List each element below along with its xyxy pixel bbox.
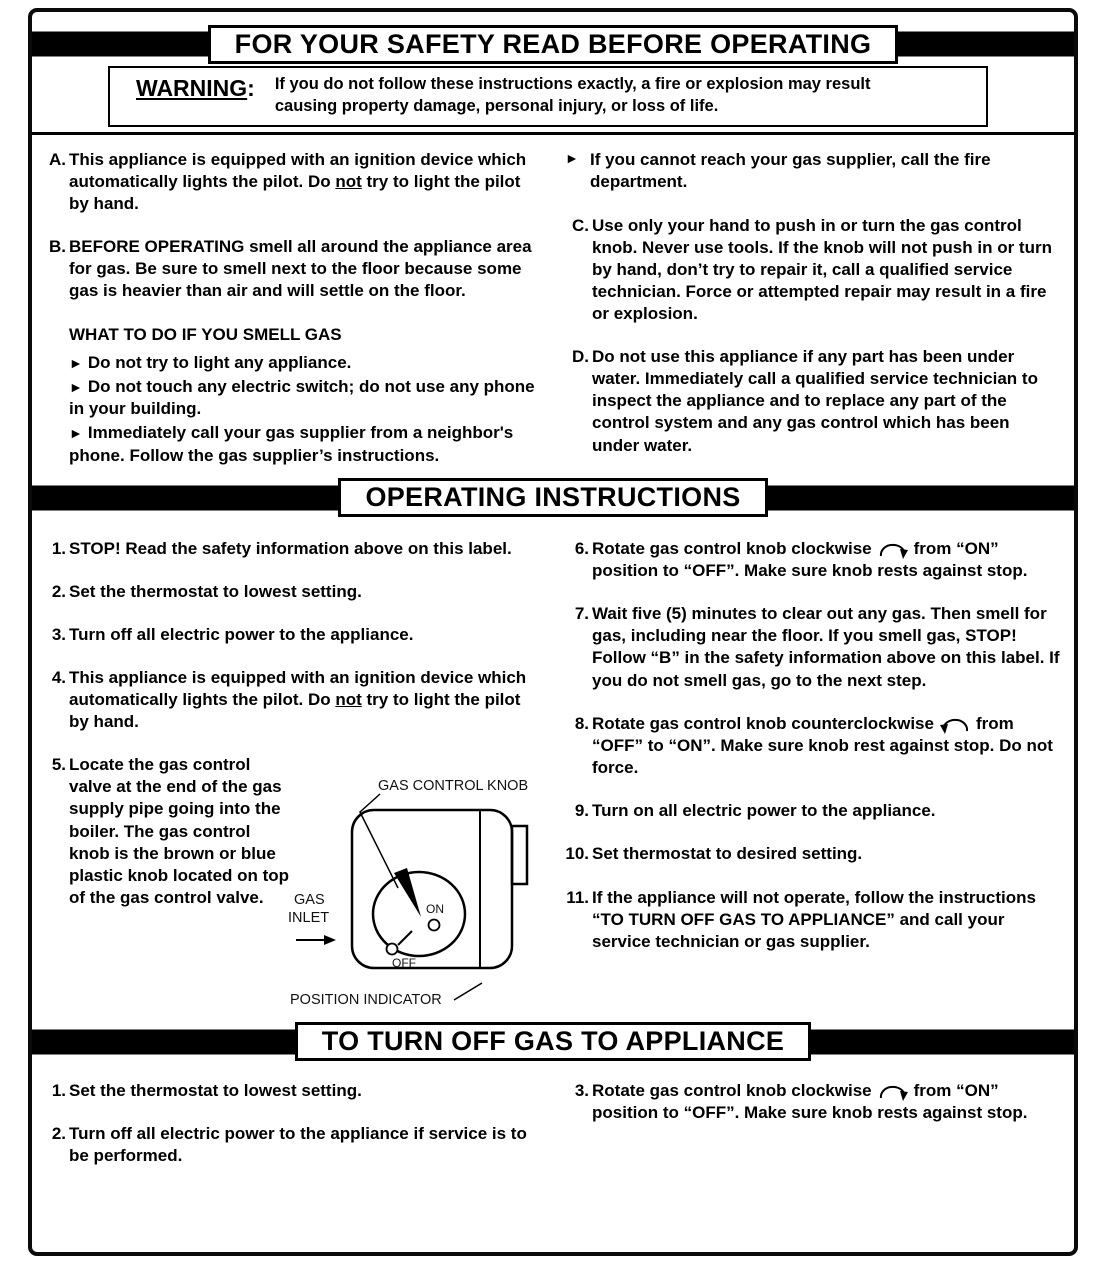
label-border [28,8,1078,1256]
indicator-leader-line [454,983,482,1000]
operating-column-right [565,538,1060,1022]
op-item-9 [565,800,1060,822]
op-item-1 [42,538,539,560]
op-item-4 [42,667,539,733]
turnoff-header [32,1022,1074,1062]
turnoff-item-3-number: 3. [574,1080,589,1100]
op-item-1-text: STOP! Read the safety information above on this label. [69,538,512,558]
safety-item-c [565,215,1060,325]
safety-item-c-text: Use only your hand to push in or turn the gas control knob. Never use tools. If the knob will not push in or turn by hand, don’t try to repair it, call a qualified service technician. Force or attempted repair may result in a fire or explosion. [592,215,1052,324]
knob-off-label: OFF [392,955,416,970]
turnoff-item-1 [42,1080,539,1102]
op-item-3 [42,624,539,646]
smell-gas-heading: WHAT TO DO IF YOU SMELL GAS [69,325,342,345]
op-item-11-text: If the appliance will not operate, follow the instructions “TO TURN OFF GAS TO APPLIANCE” and call your service technician or gas supplier. [592,887,1036,951]
bullet-arrow-icon: ► [69,425,83,442]
safety-column-right [565,149,1060,478]
safety-item-b-letter: B. [49,236,66,256]
turnoff-item-3-text: Rotate gas control knob clockwise from “ON” position to “OFF”. Make sure knob rests against stop. [592,1080,1028,1123]
turnoff-item-3 [565,1080,1060,1125]
op-item-3-number: 3. [51,624,66,644]
turnoff-header-title: TO TURN OFF GAS TO APPLIANCE [295,1022,811,1061]
knob-pointer [394,868,421,917]
op-item-9-number: 9. [574,801,589,821]
safety-item-d [565,346,1060,456]
bullet-arrow-icon: ► [565,149,579,166]
op-item-5-number: 5. [51,755,66,775]
valve-flange [512,826,527,884]
op-item-10 [565,843,1060,865]
safety-header [32,24,1074,64]
smell-gas-bullet-4: ► If you cannot reach your gas supplier, call the fire department. [565,149,1060,193]
warning-section [32,64,1074,127]
turnoff-item-1-number: 1. [51,1080,66,1100]
underlined-not: not [335,171,362,191]
safety-item-a-letter: A. [49,149,66,169]
smell-gas-bullet-2: ► Do not touch any electric switch; do not use any phone in your building. [69,377,535,419]
valve-body [352,810,512,968]
turnoff-column-left [42,1080,539,1188]
off-position-dot [387,943,398,954]
smell-gas-bullet-3: ► Immediately call your gas supplier from a neighbor's phone. Follow the gas supplier’s instructions. [69,423,514,465]
op-item-7-number: 7. [574,604,589,624]
on-position-dot [429,919,440,930]
gas-control-knob-shape [373,872,465,956]
op-item-6-text: Rotate gas control knob clockwise from “ON” position to “OFF”. Make sure knob rests against stop. [592,538,1028,581]
op-item-8-number: 8. [574,713,589,733]
operating-header-title: OPERATING INSTRUCTIONS [338,478,767,517]
bullet-arrow-icon: ► [69,379,83,396]
op-item-9-text: Turn on all electric power to the appliance. [592,801,936,821]
counterclockwise-rotate-icon [939,713,971,735]
clockwise-rotate-icon [877,538,909,560]
warning-box [108,66,988,127]
gas-inlet-label-line1: GAS [294,891,325,908]
warning-text: If you do not follow these instructions exactly, a fire or explosion may result causing property damage, personal injury, or loss of life. [274,75,871,116]
op-item-4-text: This appliance is equipped with an ignition device which automatically lights the pilot. Do not try to light the pilot by hand. [69,667,527,732]
op-item-5-text: Locate the gas control valve at the end of the gas supply pipe going into the boiler. The gas control knob is the brown or blue plastic knob located on top of the gas control valve. [69,755,290,907]
gas-control-knob-label: GAS CONTROL KNOB [378,777,529,794]
clockwise-rotate-icon [877,1080,909,1102]
turnoff-columns [32,1062,1074,1188]
turnoff-item-2-text: Turn off all electric power to the appliance if service is to be performed. [69,1123,527,1165]
op-item-2-text: Set the thermostat to lowest setting. [69,581,362,601]
op-item-1-number: 1. [51,538,66,558]
op-item-2 [42,581,539,603]
turnoff-item-2-number: 2. [51,1123,66,1143]
safety-column-left [42,149,539,478]
safety-item-a-text: This appliance is equipped with an ignition device which automatically lights the pilot. Do not try to light the pilot by hand. [69,149,527,213]
op-item-7 [565,603,1060,691]
knob-on-label: ON [426,901,444,916]
safety-item-b [42,236,539,302]
operating-column-left [42,538,539,1022]
op-item-2-number: 2. [51,581,66,601]
safety-item-b-text: BEFORE OPERATING smell all around the appliance area for gas. Be sure to smell next to the floor because some gas is heavier than air and will settle on the floor. [69,236,532,300]
knob-indicator-line [398,931,412,945]
safety-item-a [42,149,539,215]
underlined-not: not [335,690,362,710]
op-item-6 [565,538,1060,583]
op-item-10-number: 10. [565,844,589,864]
knob-leader-line [360,794,398,888]
op-item-7-text: Wait five (5) minutes to clear out any gas. Then smell for gas, including near the floor. If you smell gas, STOP! Follow “B” in the safety information above on this label. If you do not smell gas, go to the next step. [592,604,1060,690]
op-item-10-text: Set thermostat to desired setting. [592,844,863,864]
op-item-3-text: Turn off all electric power to the appliance. [69,624,414,644]
smell-gas-bullet-1: ► Do not try to light any appliance. [69,353,352,373]
safety-columns [32,135,1074,478]
gas-inlet-label-line2: INLET [288,909,330,926]
op-item-8 [565,713,1060,780]
warning-label: WARNING: [136,75,255,101]
gas-inlet-arrow-icon [324,935,336,945]
bullet-arrow-icon: ► [69,355,83,372]
turnoff-item-1-text: Set the thermostat to lowest setting. [69,1080,362,1100]
turnoff-item-2 [42,1123,539,1167]
op-item-4-number: 4. [51,667,66,687]
safety-item-d-text: Do not use this appliance if any part has been under water. Immediately call a qualified service technician to inspect the appliance and to replace any part of the control system and any gas control which has been under water. [592,347,1038,455]
gas-valve-diagram [274,774,552,1016]
operating-columns [32,518,1074,1022]
op-item-11-number: 11. [566,887,589,907]
turnoff-column-right [565,1080,1060,1188]
safety-header-title: FOR YOUR SAFETY READ BEFORE OPERATING [208,25,899,64]
position-indicator-label: POSITION INDICATOR [290,991,442,1008]
op-item-11 [565,887,1060,953]
safety-item-d-letter: D. [572,347,589,367]
safety-item-c-letter: C. [572,215,589,235]
operating-header [32,478,1074,518]
gas-valve-drawing [274,774,552,1016]
op-item-6-number: 6. [574,538,589,558]
op-item-8-text: Rotate gas control knob counterclockwise from “OFF” to “ON”. Make sure knob rest against stop. Do not force. [592,713,1053,778]
